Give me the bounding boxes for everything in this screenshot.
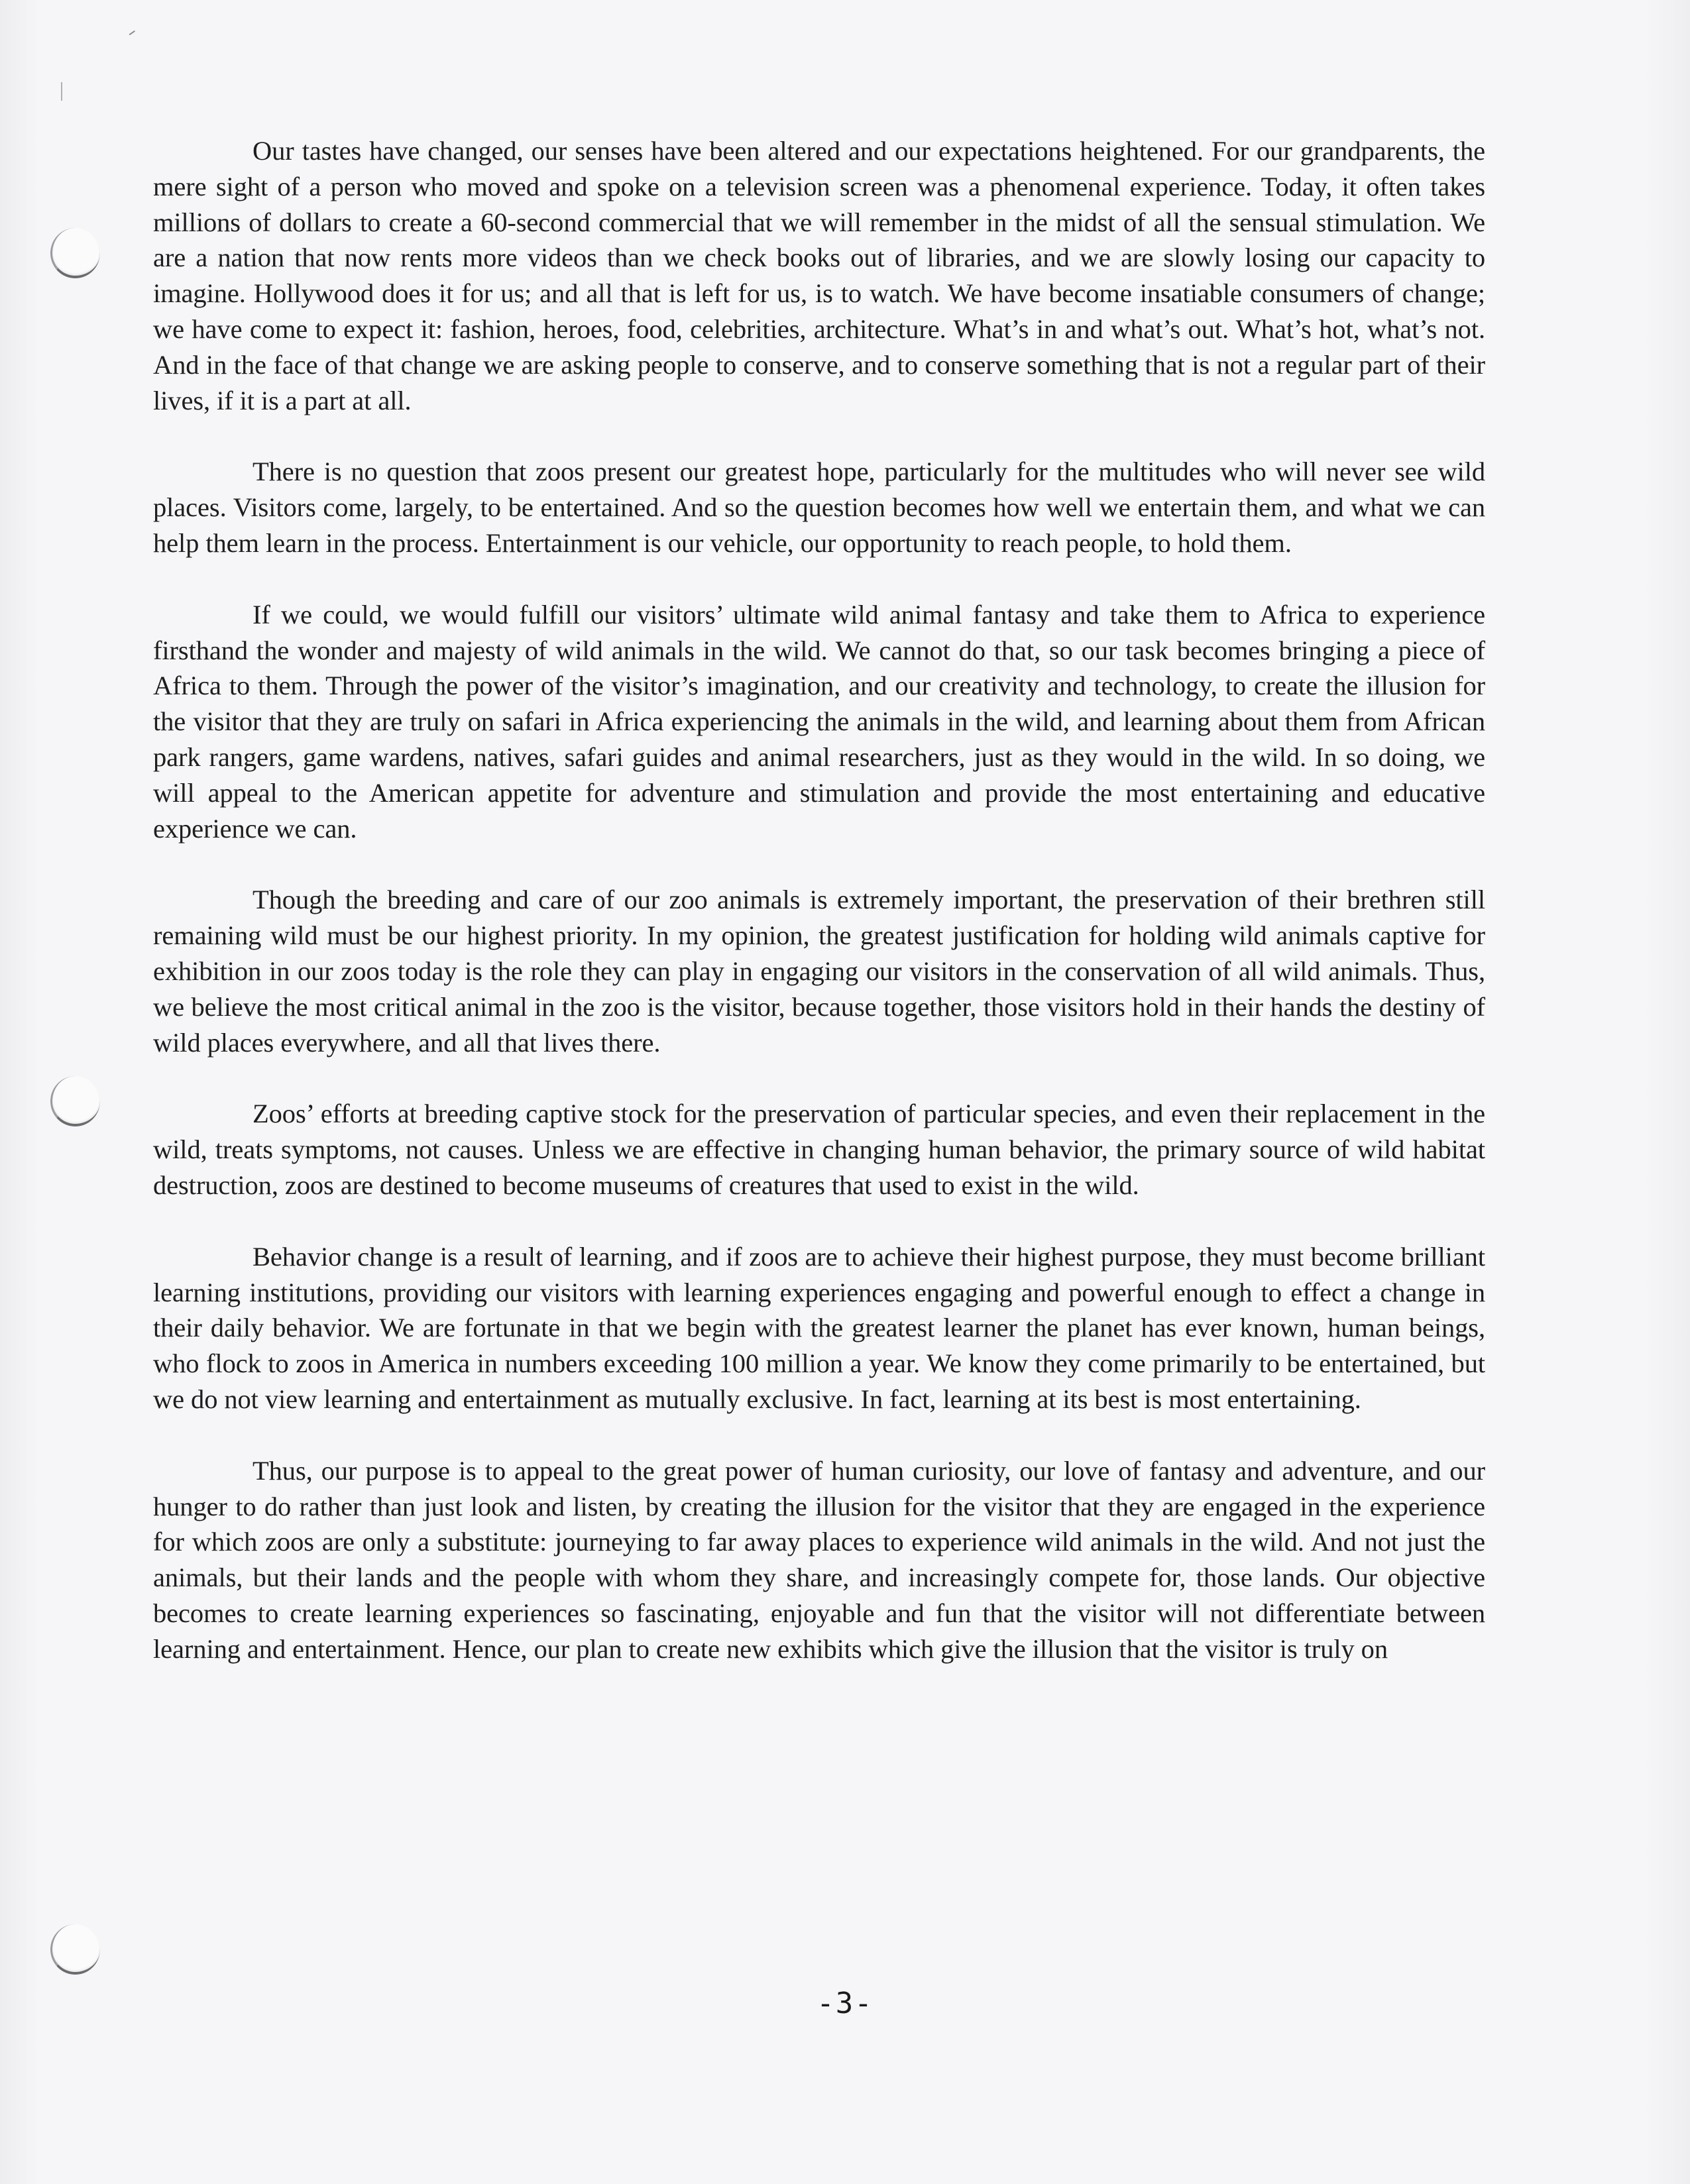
binder-hole: [50, 1924, 100, 1975]
stray-mark: [61, 82, 66, 101]
paragraph-behavior-change: Behavior change is a result of learning, and if zoos are to achieve their highest purpose, they must become brilliant learning institutions, providing our visitors with learning experiences engaging and powerful enough to effect a change in their daily behavior. We are fortunate in that we begin with the greatest learner the planet has ever known, human beings, who flock to zoos in America in numbers exceeding 100 million a year. We know they come primarily to be entertained, but we do not view learning and entertainment as mutually exclusive. In fact, learning at its best is most entertaining.: [153, 1241, 1485, 1414]
stray-mark: [129, 30, 138, 38]
paragraph-changing-tastes: Our tastes have changed, our senses have been altered and our expectations heightened. For our grandparents, the mere sight of a person who moved and spoke on a television screen was a phenomenal experience. Today, it often takes millions of dollars to create a 60-second commercial that we will remember in the midst of all the sensual stimulation. We are a nation that now rents more videos than we check books out of libraries, and we are slowly losing our capacity to imagine. Hollywood does it for us; and all that is left for us, is to watch. We have become insatiable consumers of change; we have come to expect it: fashion, heroes, food, celebrities, architecture. What’s in and what’s out. What’s hot, what’s not. And in the face of that change we are asking people to conserve, and to conserve something that is not a regular part of their lives, if it is a part at all.: [153, 136, 1485, 415]
page-number: -3-: [817, 1987, 873, 2020]
paragraph-conservation-priority: Though the breeding and care of our zoo animals is extremely important, the preservation of their brethren still remaining wild must be our highest priority. In my opinion, the greatest justification for holding wild animals captive for exhibition in our zoos today is the role they can play in engaging our visitors in the conservation of all wild animals. Thus, we believe the most critical animal in the zoo is the visitor, because together, those visitors hold in their hands the destiny of wild places everywhere, and all that lives there.: [153, 885, 1485, 1058]
binder-hole: [50, 228, 100, 278]
paragraph-zoos-greatest-hope: There is no question that zoos present our greatest hope, particularly for the multitudes who will never see wild places. Visitors come, largely, to be entertained. And so the question becomes how well we entertain them, and what we can help them learn in the process. Entertainment is our vehicle, our opportunity to reach people, to hold them.: [153, 457, 1485, 558]
paragraph-africa-fantasy: If we could, we would fulfill our visitors’ ultimate wild animal fantasy and take them to Africa to experience firsthand the wonder and majesty of wild animals in the wild. We cannot do that, so our task becomes bringing a piece of Africa to them. Through the power of the visitor’s imagination, and our creativity and technology, to create the illusion for the visitor that they are truly on safari in Africa experiencing the animals in the wild, and learning about them from African park rangers, game wardens, natives, safari guides and animal researchers, just as they would in the wild. In so doing, we will appeal to the American appetite for adventure and stimulation and provide the most entertaining and educative experience we can.: [153, 599, 1485, 844]
binder-hole: [50, 1076, 100, 1126]
paragraph-breeding-symptoms: Zoos’ efforts at breeding captive stock for the preservation of particular species, and even their replacement in the wild, treats symptoms, not causes. Unless we are effective in changing human behavior, the primary source of wild habitat destruction, zoos are destined to become museums of creatures that used to exist in the wild.: [153, 1099, 1485, 1200]
paragraph-our-purpose: Thus, our purpose is to appeal to the great power of human curiosity, our love of fantasy and adventure, and our hunger to do rather than just look and listen, by creating the illusion for the visitor that they are engaged in the experience for which zoos are only a substitute: journeying to far away places to experience wild animals in the wild. And not just the animals, but their lands and the people with whom they share, and increasingly compete for, those lands. Our objective becomes to create learning experiences so fascinating, enjoyable and fun that the visitor will not differentiate between learning and entertainment. Hence, our plan to create new exhibits which give the illusion that the visitor is truly on: [153, 1455, 1485, 1664]
document-body: [153, 133, 1485, 1702]
